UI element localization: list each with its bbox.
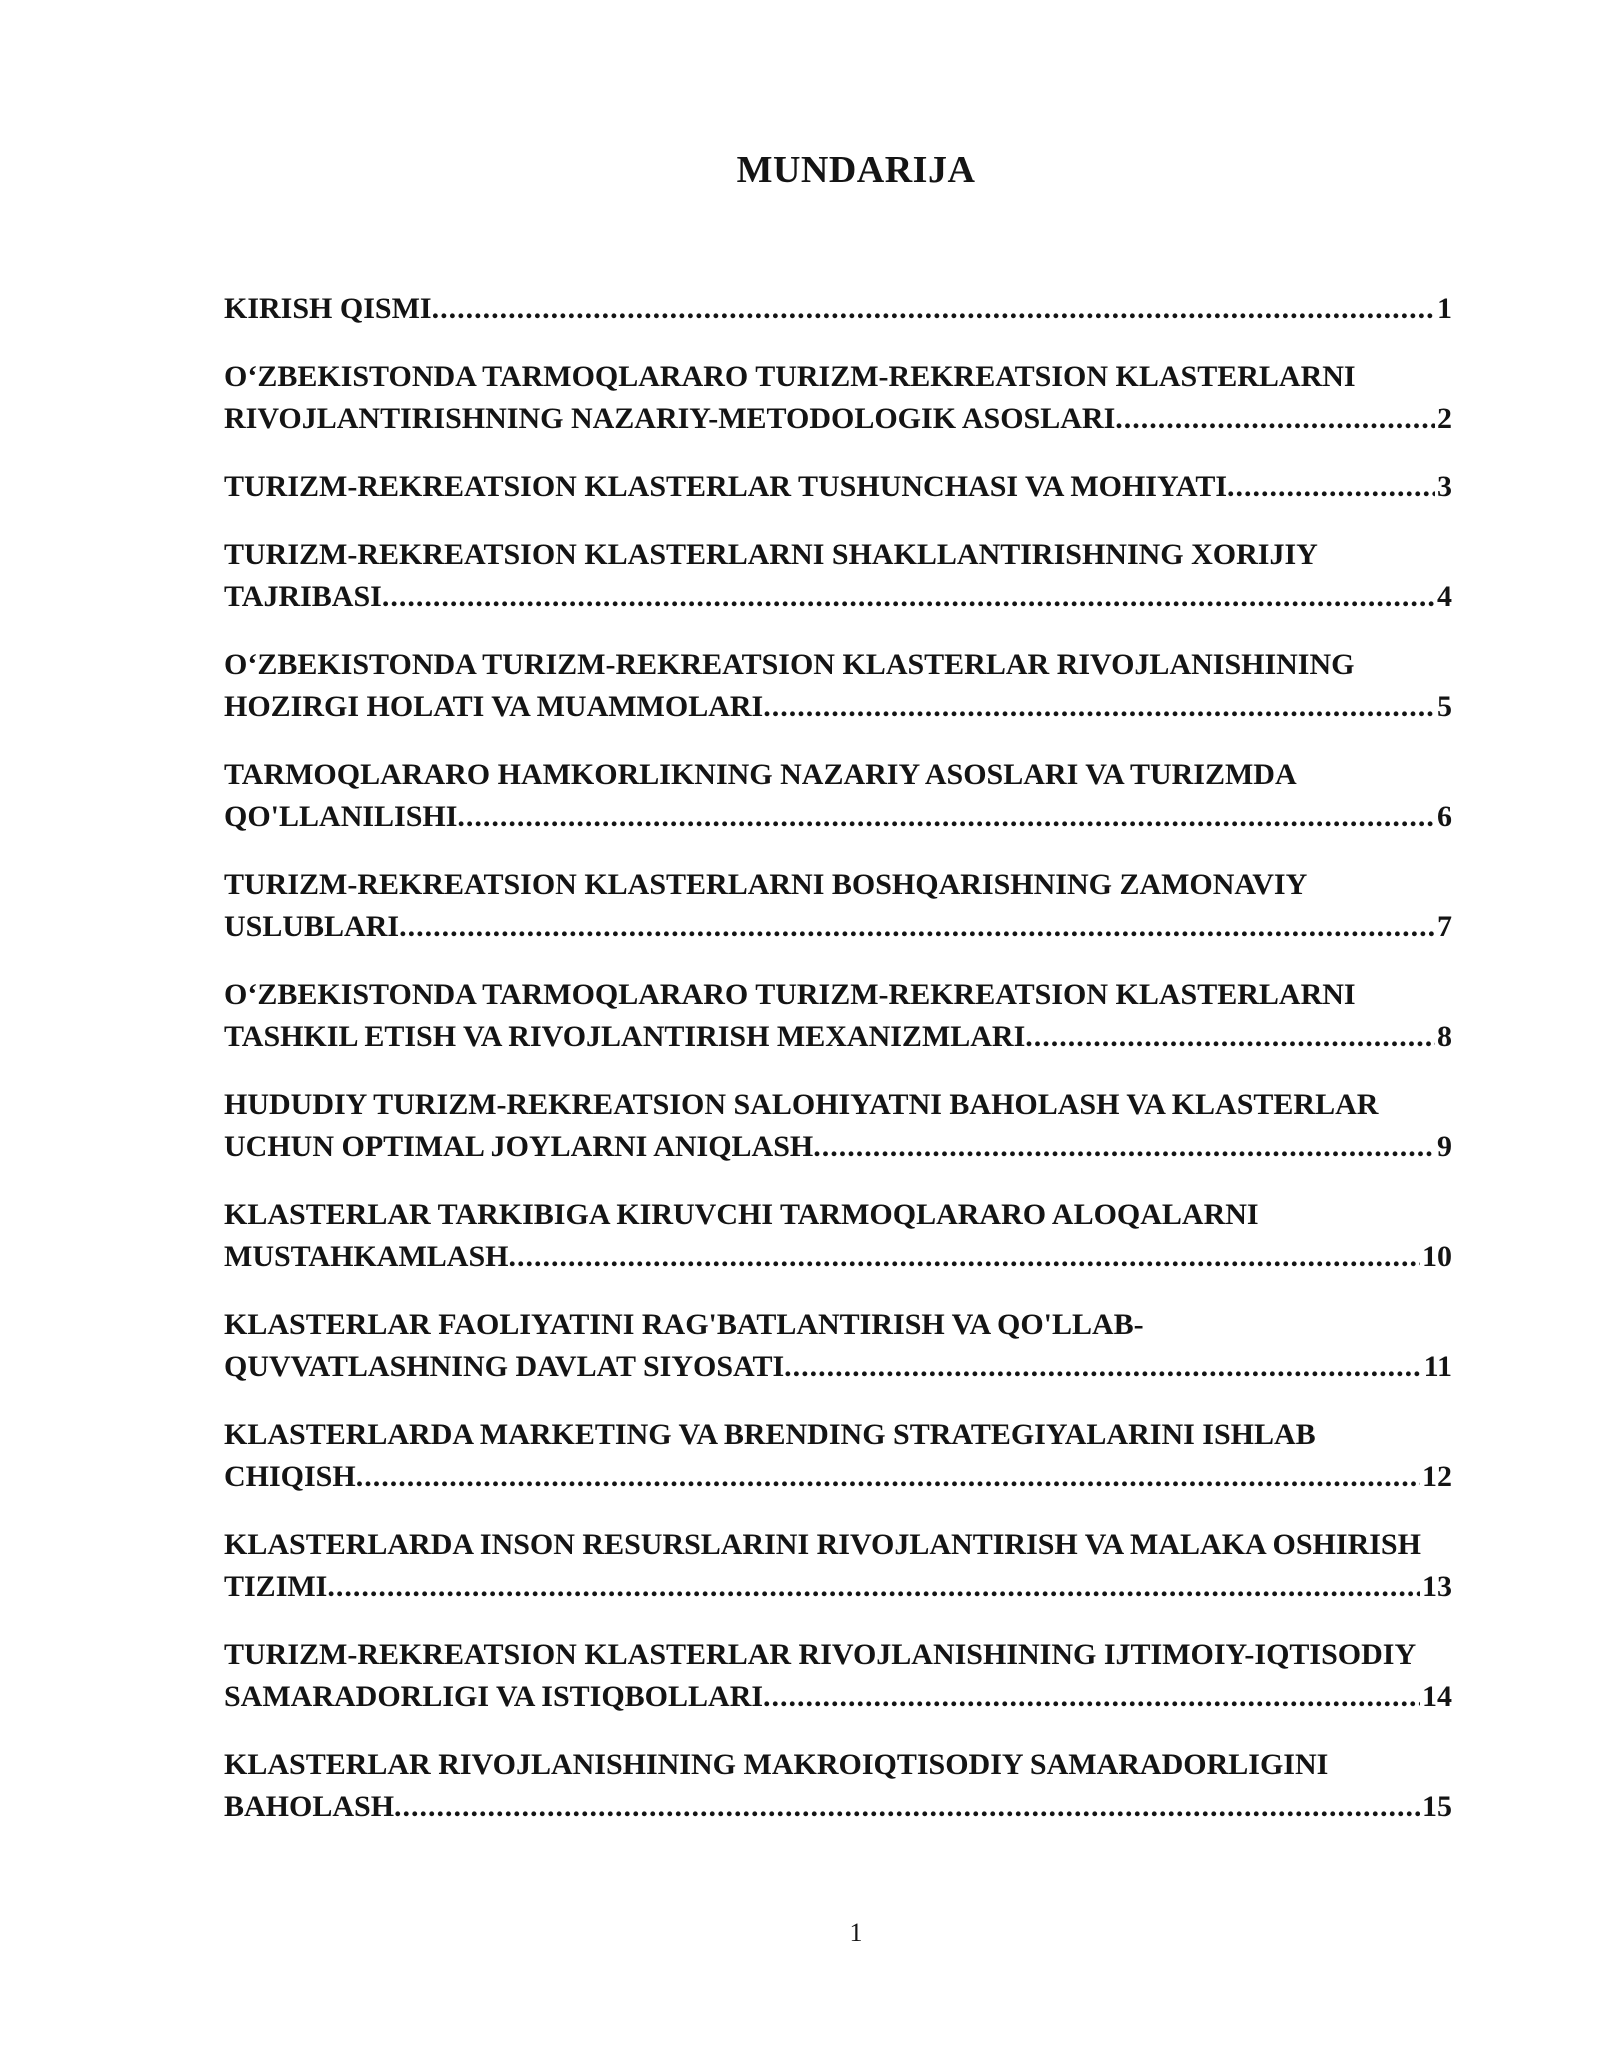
toc-entry-last-line	[224, 686, 1452, 728]
toc-entry-last-line	[224, 906, 1452, 948]
toc-entry-title-line: UCHUN OPTIMAL JOYLARNI ANIQLASH	[224, 1130, 814, 1163]
toc-entry-last-line	[224, 1346, 1452, 1388]
page-number: 1	[849, 1918, 863, 1947]
dot-leader	[432, 288, 1435, 330]
toc-entry-title-line: TARMOQLARARO HAMKORLIKNING NAZARIY ASOSLARI VA TURIZMDA	[224, 758, 1297, 791]
toc-entry[interactable]	[224, 466, 1452, 508]
toc-entry[interactable]	[224, 288, 1452, 330]
dot-leader	[327, 1566, 1420, 1608]
toc-page-number: 8	[1437, 1020, 1452, 1053]
toc-entry[interactable]	[224, 1524, 1452, 1608]
dot-leader	[394, 1786, 1420, 1828]
table-of-contents	[224, 288, 1452, 1854]
toc-entry-title-line: BAHOLASH	[224, 1790, 395, 1823]
toc-entry-title-line: TURIZM-REKREATSION KLASTERLAR RIVOJLANISHINING IJTIMOIY-IQTISODIY	[224, 1638, 1417, 1671]
toc-entry-title-line: MUSTAHKAMLASH	[224, 1240, 509, 1273]
toc-entry-title-line: O‘ZBEKISTONDA TARMOQLARARO TURIZM-REKREATSION KLASTERLARNI	[224, 360, 1356, 393]
toc-entry-title-line: TIZIMI	[224, 1570, 328, 1603]
toc-entry-last-line	[224, 1456, 1452, 1498]
toc-entry[interactable]	[224, 1084, 1452, 1168]
toc-entry-title-line: QO'LLANILISHI	[224, 800, 458, 833]
toc-page-number: 5	[1437, 690, 1452, 723]
toc-entry-title-line: RIVOJLANTIRISHNING NAZARIY-METODOLOGIK ASOSLARI	[224, 402, 1116, 435]
toc-entry-title-line: KLASTERLARDA MARKETING VA BRENDING STRATEGIYALARINI ISHLAB	[224, 1418, 1316, 1451]
dot-leader	[508, 1236, 1420, 1278]
toc-entry-title-line: KLASTERLAR RIVOJLANISHINING MAKROIQTISODIY SAMARADORLIGINI	[224, 1748, 1329, 1781]
toc-page-number: 9	[1437, 1130, 1452, 1163]
toc-entry-last-line	[224, 1566, 1452, 1608]
toc-entry[interactable]	[224, 534, 1452, 618]
toc-entry[interactable]	[224, 754, 1452, 838]
toc-page-number: 1	[1437, 292, 1452, 325]
toc-entry[interactable]	[224, 644, 1452, 728]
toc-entry-title-line: HUDUDIY TURIZM-REKREATSION SALOHIYATNI BAHOLASH VA KLASTERLAR	[224, 1088, 1379, 1121]
toc-page-number: 14	[1422, 1680, 1452, 1713]
toc-entry-last-line	[224, 576, 1452, 618]
toc-entry[interactable]	[224, 1634, 1452, 1718]
toc-entry[interactable]	[224, 1744, 1452, 1828]
toc-entry-last-line	[224, 398, 1452, 440]
toc-page-number: 13	[1422, 1570, 1452, 1603]
toc-entry-title-line: KLASTERLAR FAOLIYATINI RAG'BATLANTIRISH VA QO'LLAB-	[224, 1308, 1144, 1341]
toc-page-number: 12	[1422, 1460, 1452, 1493]
toc-entry[interactable]	[224, 1304, 1452, 1388]
page-title: MUNDARIJA	[736, 149, 976, 191]
toc-entry-last-line	[224, 466, 1452, 508]
toc-page-number: 6	[1437, 800, 1452, 833]
toc-entry-last-line	[224, 796, 1452, 838]
toc-entry[interactable]	[224, 864, 1452, 948]
toc-entry-last-line	[224, 1676, 1452, 1718]
toc-page-number: 11	[1423, 1350, 1452, 1383]
toc-entry[interactable]	[224, 1194, 1452, 1278]
dot-leader	[457, 796, 1435, 838]
toc-page-number: 4	[1437, 580, 1452, 613]
toc-entry-title-line: O‘ZBEKISTONDA TURIZM-REKREATSION KLASTERLAR RIVOJLANISHINING	[224, 648, 1355, 681]
toc-entry-title-line: TURIZM-REKREATSION KLASTERLARNI BOSHQARISHNING ZAMONAVIY	[224, 868, 1308, 901]
toc-page-number: 3	[1437, 470, 1452, 503]
toc-entry-title-line: USLUBLARI	[224, 910, 400, 943]
toc-entry[interactable]	[224, 974, 1452, 1058]
toc-entry-title-line: TURIZM-REKREATSION KLASTERLAR TUSHUNCHASI VA MOHIYATI	[224, 470, 1228, 503]
toc-entry-title-line: QUVVATLASHNING DAVLAT SIYOSATI	[224, 1350, 785, 1383]
dot-leader	[356, 1456, 1420, 1498]
toc-entry-title-line: SAMARADORLIGI VA ISTIQBOLLARI	[224, 1680, 764, 1713]
toc-entry[interactable]	[224, 1414, 1452, 1498]
toc-entry-last-line	[224, 1236, 1452, 1278]
toc-entry[interactable]	[224, 356, 1452, 440]
toc-entry-title-line: TURIZM-REKREATSION KLASTERLARNI SHAKLLANTIRISHNING XORIJIY	[224, 538, 1318, 571]
toc-page-number: 10	[1422, 1240, 1452, 1273]
toc-entry-last-line	[224, 1786, 1452, 1828]
toc-entry-last-line	[224, 1016, 1452, 1058]
toc-entry-title-line: KIRISH QISMI	[224, 292, 432, 325]
dot-leader	[1025, 1016, 1435, 1058]
toc-entry-title-line: TASHKIL ETISH VA RIVOJLANTIRISH MEXANIZMLARI	[224, 1020, 1026, 1053]
toc-entry-title-line: TAJRIBASI	[224, 580, 382, 613]
toc-entry-title-line: O‘ZBEKISTONDA TARMOQLARARO TURIZM-REKREATSION KLASTERLARNI	[224, 978, 1356, 1011]
dot-leader	[399, 906, 1435, 948]
dot-leader	[1115, 398, 1435, 440]
toc-entry-last-line	[224, 1126, 1452, 1168]
dot-leader	[1227, 466, 1435, 508]
dot-leader	[763, 1676, 1420, 1718]
dot-leader	[813, 1126, 1435, 1168]
toc-entry-title-line: HOZIRGI HOLATI VA MUAMMOLARI	[224, 690, 764, 723]
toc-page-number: 7	[1437, 910, 1452, 943]
toc-entry-title-line: CHIQISH	[224, 1460, 356, 1493]
toc-entry-last-line	[224, 288, 1452, 330]
toc-page-number: 2	[1437, 402, 1452, 435]
toc-page-number: 15	[1422, 1790, 1452, 1823]
dot-leader	[784, 1346, 1421, 1388]
toc-entry-title-line: KLASTERLAR TARKIBIGA KIRUVCHI TARMOQLARARO ALOQALARNI	[224, 1198, 1259, 1231]
dot-leader	[382, 576, 1435, 618]
dot-leader	[763, 686, 1435, 728]
toc-entry-title-line: KLASTERLARDA INSON RESURSLARINI RIVOJLANTIRISH VA MALAKA OSHIRISH	[224, 1528, 1421, 1561]
